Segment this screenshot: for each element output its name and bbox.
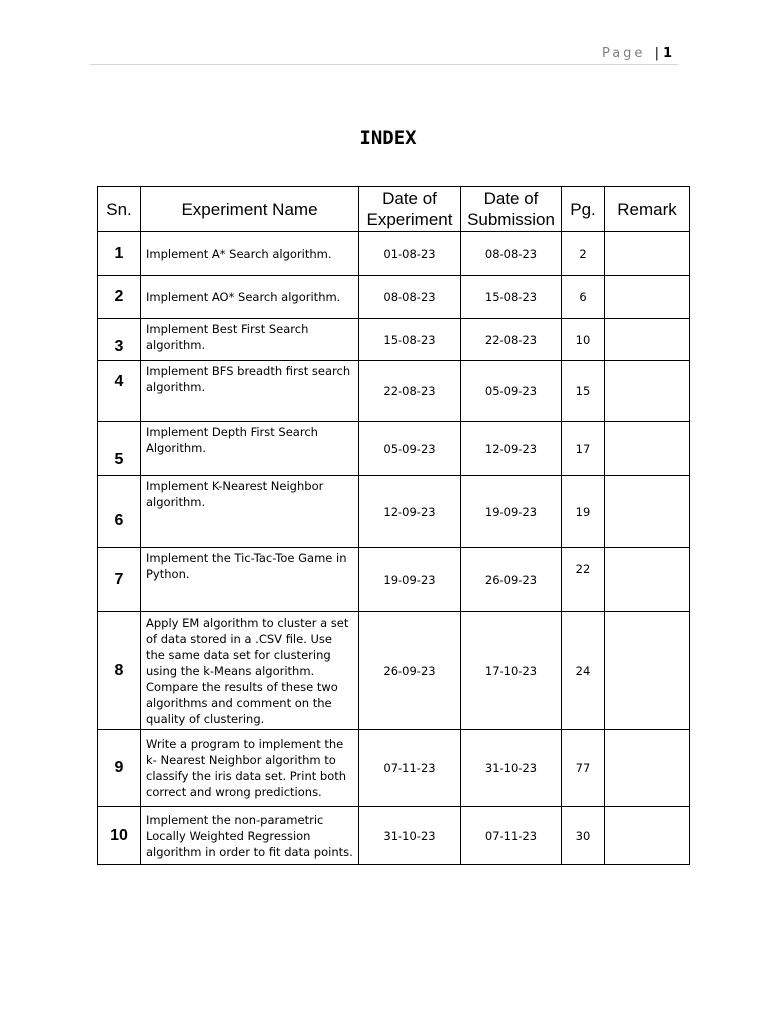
table-row <box>98 807 690 865</box>
row-experiment-name: Apply EM algorithm to cluster a set of data stored in a .CSV file. Use the same data set for clustering using the k-Means algorithm. Compare the results of these two algorithms and comment on the quality of clustering. <box>141 612 359 730</box>
table-row <box>98 612 690 730</box>
page-title: INDEX <box>359 127 417 149</box>
row-date-experiment: 07-11-23 <box>359 730 461 807</box>
row-date-experiment: 26-09-23 <box>359 612 461 730</box>
header-date-exp-line1: Date of <box>382 189 437 208</box>
row-sn: 2 <box>98 276 141 319</box>
table-row <box>98 476 690 548</box>
table-row <box>98 730 690 807</box>
table-row <box>98 422 690 476</box>
header-experiment-name: Experiment Name <box>141 187 359 232</box>
header-pg: Pg. <box>562 187 605 232</box>
row-experiment-name: Implement the non-parametric Locally Weighted Regression algorithm in order to fit data points. <box>141 807 359 865</box>
table-row <box>98 232 690 276</box>
row-date-experiment: 31-10-23 <box>359 807 461 865</box>
row-date-submission: 15-08-23 <box>461 276 562 319</box>
row-sn: 8 <box>98 612 141 730</box>
row-date-experiment: 01-08-23 <box>359 232 461 276</box>
row-pg: 22 <box>562 548 605 612</box>
row-date-submission: 17-10-23 <box>461 612 562 730</box>
row-date-submission: 31-10-23 <box>461 730 562 807</box>
row-sn: 6 <box>98 476 141 548</box>
row-remark <box>605 730 690 807</box>
row-pg: 17 <box>562 422 605 476</box>
index-table <box>97 186 690 865</box>
row-date-experiment: 05-09-23 <box>359 422 461 476</box>
row-date-experiment: 15-08-23 <box>359 319 461 361</box>
row-pg: 30 <box>562 807 605 865</box>
row-remark <box>605 422 690 476</box>
row-experiment-name: Implement AO* Search algorithm. <box>141 276 359 319</box>
row-date-submission: 05-09-23 <box>461 361 562 422</box>
header-date-of-submission <box>461 187 562 232</box>
row-experiment-name: Implement K-Nearest Neighbor algorithm. <box>141 476 359 548</box>
page-separator: | <box>654 46 659 61</box>
page-header <box>90 44 678 65</box>
row-sn: 7 <box>98 548 141 612</box>
page-label-text: Page <box>601 46 646 61</box>
row-remark <box>605 807 690 865</box>
row-experiment-name: Implement the Tic-Tac-Toe Game in Python. <box>141 548 359 612</box>
row-remark <box>605 232 690 276</box>
table-row <box>98 548 690 612</box>
row-remark <box>605 476 690 548</box>
row-experiment-name: Implement BFS breadth first search algorithm. <box>141 361 359 422</box>
table-row <box>98 319 690 361</box>
row-date-experiment: 12-09-23 <box>359 476 461 548</box>
row-sn: 3 <box>98 319 141 361</box>
header-date-sub-line1: Date of <box>483 189 539 208</box>
row-remark <box>605 548 690 612</box>
row-remark <box>605 276 690 319</box>
row-date-submission: 26-09-23 <box>461 548 562 612</box>
row-pg: 2 <box>562 232 605 276</box>
row-date-submission: 22-08-23 <box>461 319 562 361</box>
row-sn: 4 <box>98 361 141 422</box>
row-pg: 6 <box>562 276 605 319</box>
header-date-of-experiment <box>359 187 461 232</box>
row-sn: 9 <box>98 730 141 807</box>
row-experiment-name: Implement Depth First Search Algorithm. <box>141 422 359 476</box>
row-pg: 19 <box>562 476 605 548</box>
table-row <box>98 361 690 422</box>
row-date-experiment: 19-09-23 <box>359 548 461 612</box>
row-pg: 10 <box>562 319 605 361</box>
row-date-experiment: 08-08-23 <box>359 276 461 319</box>
row-pg: 15 <box>562 361 605 422</box>
row-date-submission: 19-09-23 <box>461 476 562 548</box>
row-remark <box>605 319 690 361</box>
row-sn: 1 <box>98 232 141 276</box>
page-indicator <box>602 46 672 61</box>
row-experiment-name: Implement Best First Search algorithm. <box>141 319 359 361</box>
header-remark: Remark <box>605 187 690 232</box>
header-sn: Sn. <box>98 187 141 232</box>
row-remark <box>605 361 690 422</box>
header-date-sub-line2: Submission <box>467 210 555 229</box>
row-sn: 5 <box>98 422 141 476</box>
row-pg: 77 <box>562 730 605 807</box>
page-number: 1 <box>662 46 672 61</box>
header-date-exp-line2: Experiment <box>366 210 453 229</box>
row-experiment-name: Write a program to implement the k- Nearest Neighbor algorithm to classify the iris data set. Print both correct and wrong predictions. <box>141 730 359 807</box>
row-date-submission: 12-09-23 <box>461 422 562 476</box>
row-date-experiment: 22-08-23 <box>359 361 461 422</box>
row-pg: 24 <box>562 612 605 730</box>
table-row <box>98 276 690 319</box>
row-experiment-name: Implement A* Search algorithm. <box>141 232 359 276</box>
row-sn: 10 <box>98 807 141 865</box>
row-date-submission: 07-11-23 <box>461 807 562 865</box>
table-header-row <box>98 187 690 232</box>
row-remark <box>605 612 690 730</box>
row-date-submission: 08-08-23 <box>461 232 562 276</box>
